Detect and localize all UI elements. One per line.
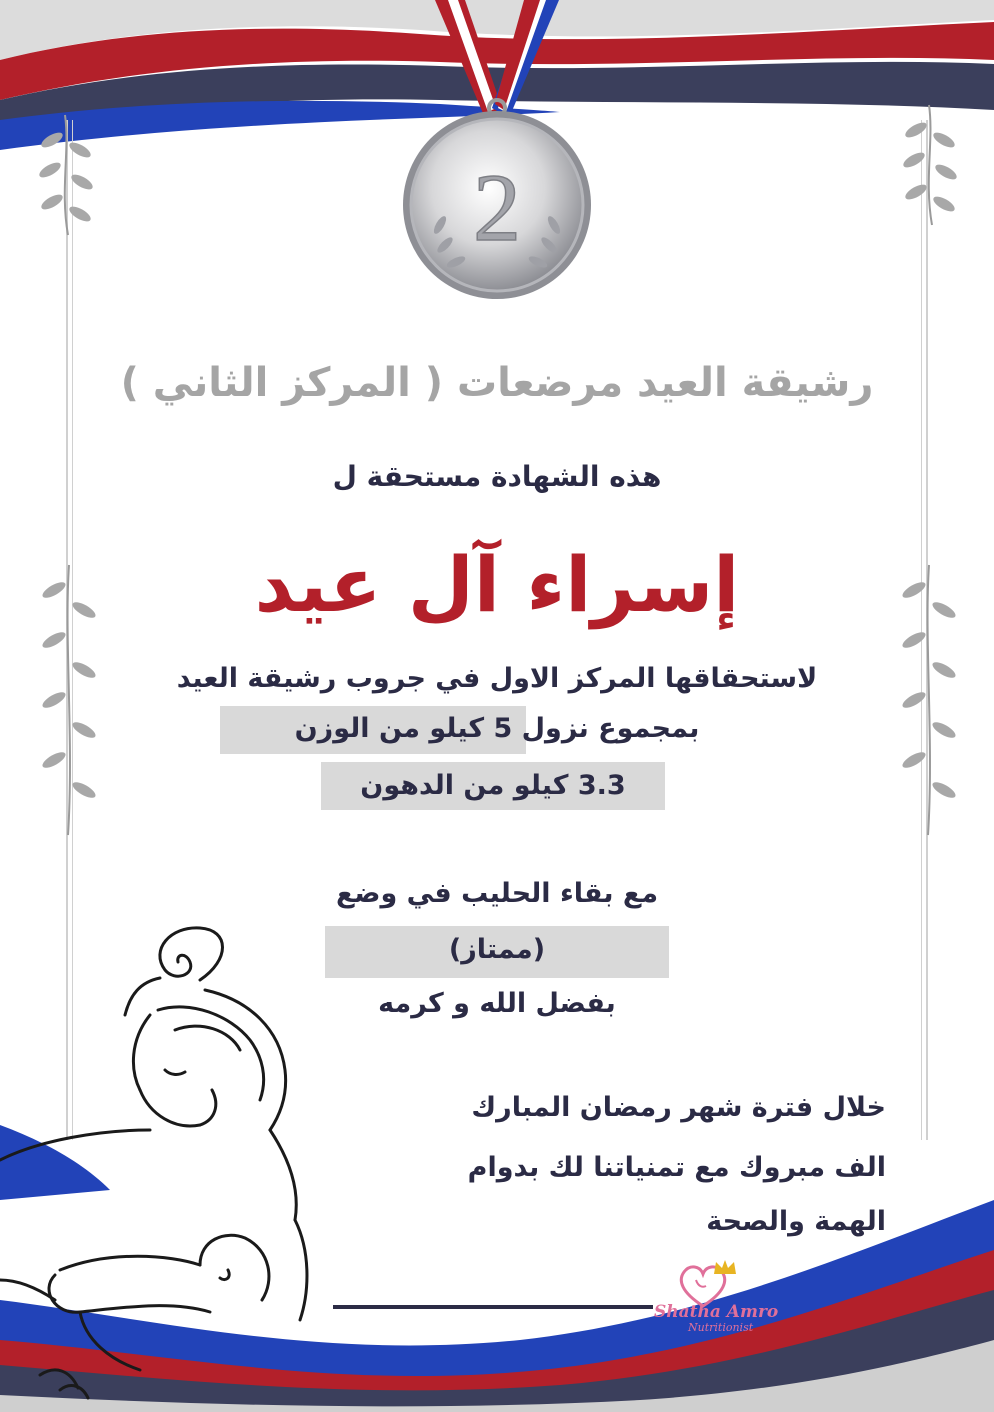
fat-loss-line: 3.3 كيلو من الدهون (360, 770, 626, 801)
signature-line (333, 1305, 653, 1309)
achievement-line: لاستحقاقها المركز الاول في جروب رشيقة العيد (176, 663, 818, 694)
certificate-title: رشيقة العيد مرضعات ( المركز الثاني ) (120, 360, 874, 406)
laurel-branch-icon (884, 100, 974, 230)
laurel-branch-icon (20, 110, 110, 240)
closing-line-2: الف مبروك مع تمنياتنا لك بدوام (467, 1152, 886, 1183)
gratitude-line: بفضل الله و كرمه (378, 988, 616, 1019)
medal-number: 2 (473, 154, 521, 261)
closing-line-3: الهمة والصحة (706, 1206, 886, 1237)
certificate-subtitle: هذه الشهادة مستحقة ل (332, 460, 662, 493)
closing-line-1: خلال فترة شهر رمضان المبارك (471, 1092, 886, 1123)
logo-role: Nutritionist (688, 1321, 754, 1334)
nursing-mother-illustration (0, 920, 340, 1412)
weight-loss-line: بمجموع نزول 5 كيلو من الوزن (294, 713, 700, 744)
milk-status-value: (ممتاز) (448, 934, 546, 965)
logo-name: Shatha Amro (654, 1302, 779, 1322)
crown-icon (712, 1258, 738, 1276)
milk-status-line: مع بقاء الحليب في وضع (335, 878, 659, 909)
silver-medal-icon (390, 0, 604, 310)
recipient-name: إسراء آل عيد (254, 540, 740, 629)
